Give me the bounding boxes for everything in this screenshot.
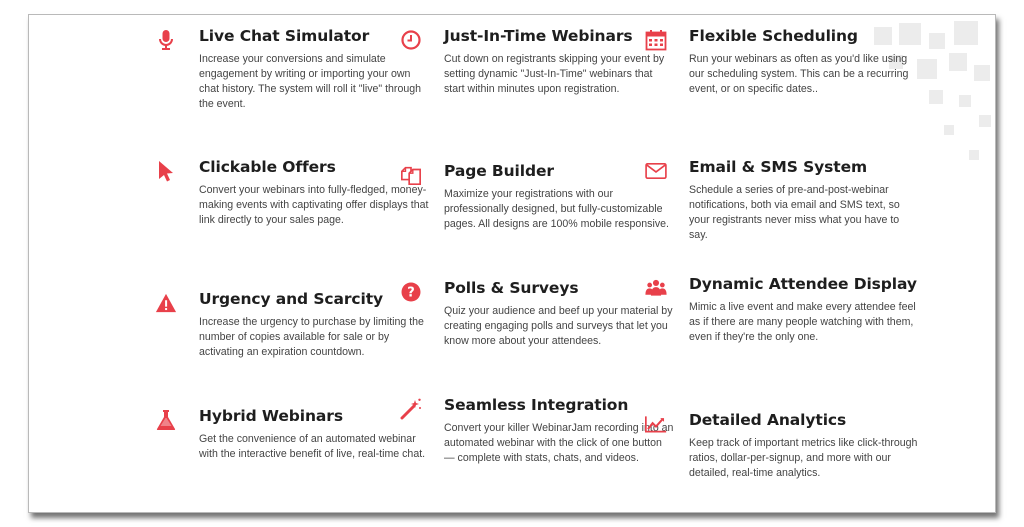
feature-seamless-integration <box>444 396 674 466</box>
feature-page-builder <box>444 162 674 232</box>
feature-description: Run your webinars as often as you'd like using our scheduling system. This can be a recurring event, or on specific dates.. <box>689 53 909 95</box>
feature-clickable-offers <box>199 158 429 228</box>
features-panel <box>28 14 996 513</box>
clock-icon <box>400 29 422 51</box>
calendar-icon <box>645 29 667 51</box>
feature-just-in-time-webinars <box>444 27 674 97</box>
feature-hybrid-webinars <box>199 407 429 462</box>
svg-text:?: ? <box>407 285 415 301</box>
question-circle-icon <box>400 281 422 303</box>
cursor-icon <box>155 160 177 182</box>
feature-description: Mimic a live event and make every attendee feel as if there are many people watching with them, even if they're the only one. <box>689 301 916 343</box>
feature-description: Increase the urgency to purchase by limiting the number of copies available for sale or by activating an expiration countdown. <box>199 316 424 358</box>
feature-title: Dynamic Attendee Display <box>689 275 917 293</box>
feature-title: Detailed Analytics <box>689 411 847 429</box>
feature-flexible-scheduling <box>689 27 919 97</box>
copy-pages-icon <box>400 164 422 186</box>
flask-icon <box>155 409 177 431</box>
feature-description: Schedule a series of pre-and-post-webinar notifications, both via email and SMS text, so your registrants never miss what you have to say. <box>689 184 900 241</box>
decor-square <box>929 33 945 49</box>
feature-title: Page Builder <box>444 162 554 180</box>
decor-square <box>979 115 991 127</box>
feature-title: Clickable Offers <box>199 158 336 176</box>
feature-urgency-and-scarcity <box>199 290 429 360</box>
feature-title: Email & SMS System <box>689 158 868 176</box>
feature-title: Seamless Integration <box>444 396 629 414</box>
decor-square <box>917 59 937 79</box>
feature-description: Increase your conversions and simulate engagement by writing or importing your own chat history. The system will roll it "live" through the event. <box>199 53 422 110</box>
line-chart-icon <box>645 413 667 435</box>
magic-wand-icon <box>400 398 422 420</box>
feature-description: Cut down on registrants skipping your event by setting dynamic "Just-In-Time" webinars that start within minutes upon registration. <box>444 53 665 95</box>
feature-description: Convert your webinars into fully-fledged, money-making events with captivating offer displays that link directly to your sales page. <box>199 184 429 226</box>
group-icon <box>645 277 667 299</box>
feature-title: Hybrid Webinars <box>199 407 343 425</box>
feature-title: Polls & Surveys <box>444 279 579 297</box>
feature-polls-and-surveys <box>407 279 674 349</box>
feature-description: Convert your killer WebinarJam recording into an automated webinar with the click of one button — complete with stats, chats, and videos. <box>444 422 674 464</box>
feature-dynamic-attendee-display <box>689 275 919 345</box>
decor-square <box>944 125 954 135</box>
envelope-icon <box>645 160 667 182</box>
feature-description: Quiz your audience and beef up your material by creating engaging polls and surveys that let you know more about your attendees. <box>444 305 673 347</box>
warning-icon <box>155 292 177 314</box>
decor-square <box>954 21 978 45</box>
feature-title: Just-In-Time Webinars <box>444 27 633 45</box>
feature-description: Keep track of important metrics like click-through ratios, dollar-per-signup, and more with our detailed, real-time analytics. <box>689 437 918 479</box>
feature-detailed-analytics <box>689 411 919 481</box>
microphone-icon <box>155 29 177 51</box>
decor-square <box>969 150 979 160</box>
decor-square <box>959 95 971 107</box>
feature-title: Live Chat Simulator <box>199 27 370 45</box>
feature-description: Maximize your registrations with our professionally designed, but fully-customizable pages. All designs are 100% mobile responsive. <box>444 188 669 230</box>
feature-title: Urgency and Scarcity <box>199 290 384 308</box>
feature-description: Get the convenience of an automated webinar with the interactive benefit of live, real-time chat. <box>199 433 426 460</box>
decor-square <box>949 53 967 71</box>
decor-square <box>929 90 943 104</box>
decor-square <box>974 65 990 81</box>
feature-live-chat-simulator <box>199 27 429 112</box>
feature-email-and-sms-system <box>689 158 919 243</box>
feature-title: Flexible Scheduling <box>689 27 858 45</box>
